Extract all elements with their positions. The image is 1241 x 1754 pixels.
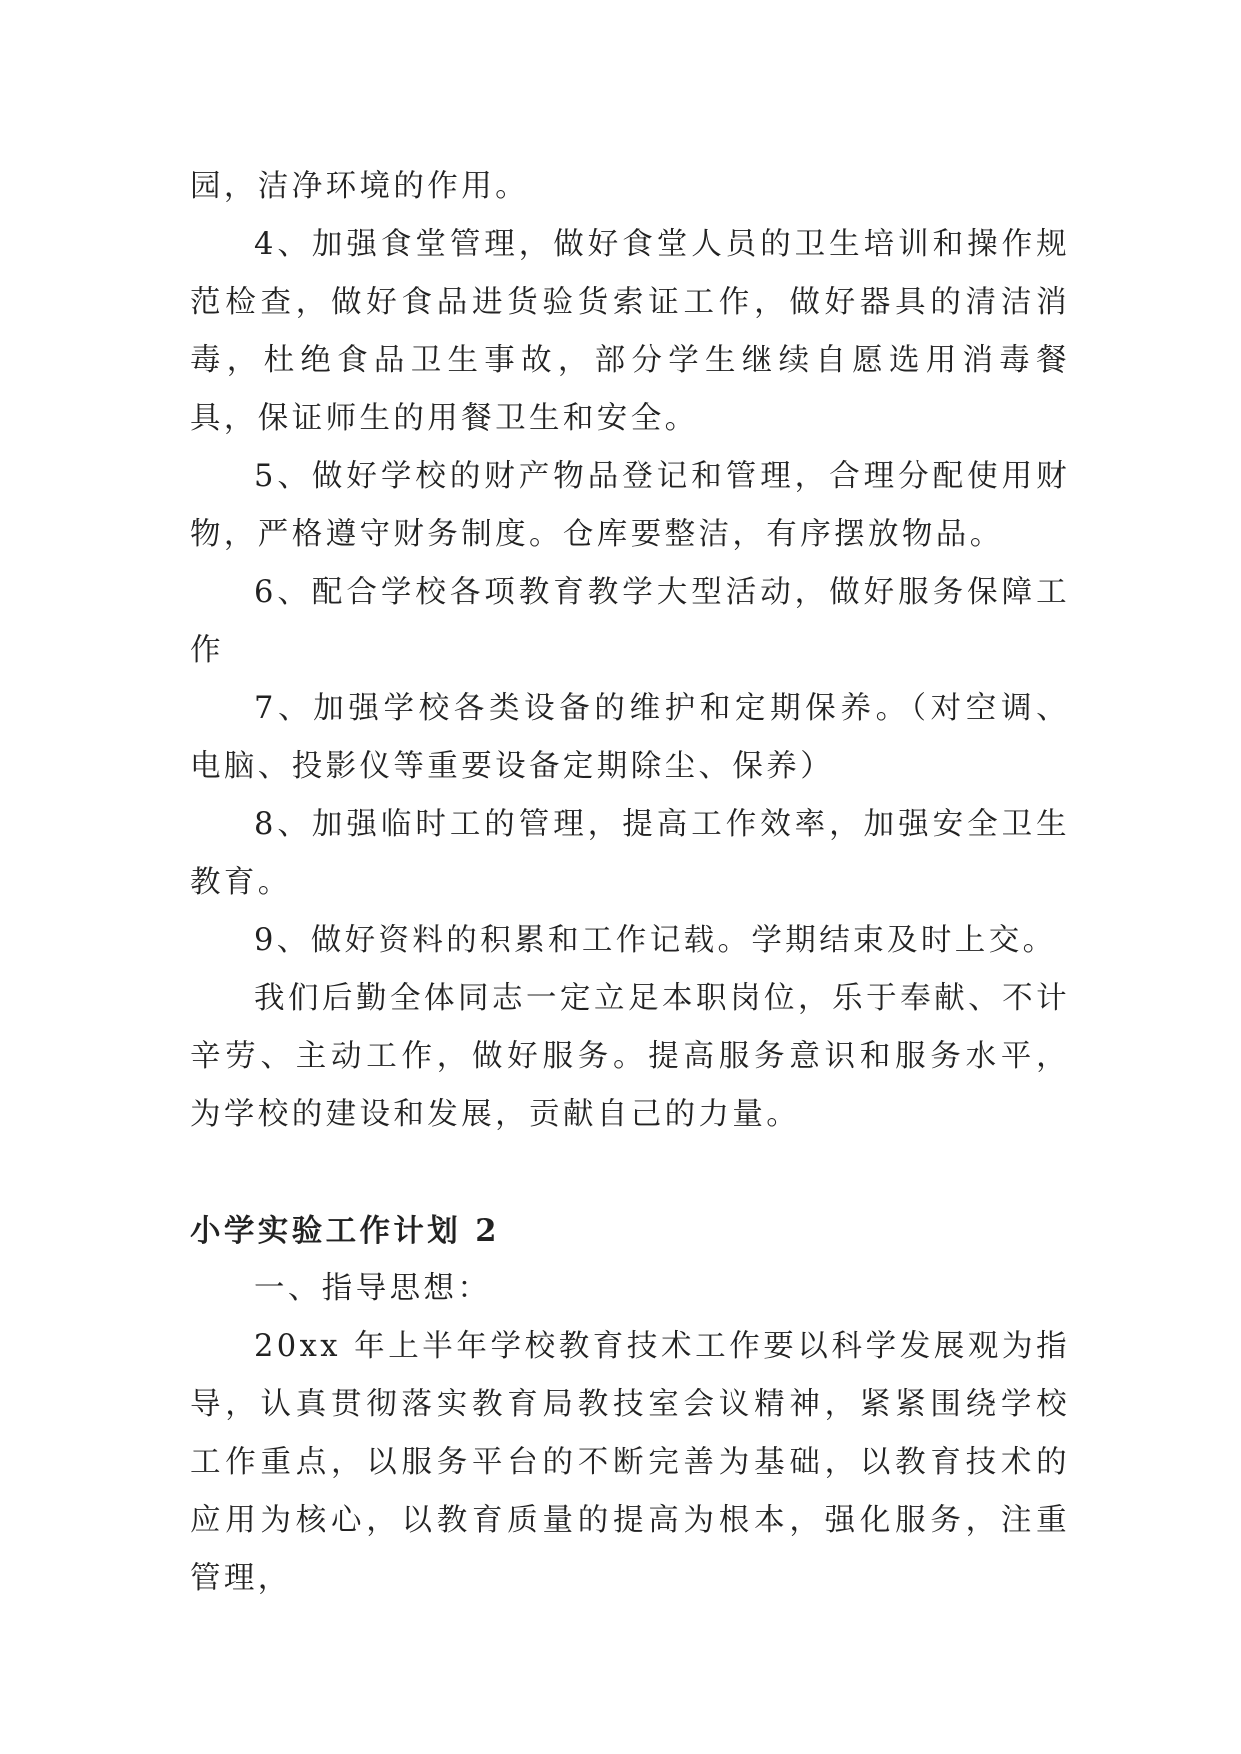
paragraph-guiding-body: 20xx 年上半年学校教育技术工作要以科学发展观为指导，认真贯彻落实教育局教技室会议精神，紧紧围绕学校工作重点，以服务平台的不断完善为基础，以教育技术的应用为核心，以教育质量的提高为根本，强化服务，注重管理， bbox=[190, 1329, 1070, 1596]
paragraph-item-8: 8、加强临时工的管理，提高工作效率，加强安全卫生教育。 bbox=[190, 807, 1070, 900]
paragraph-continuation: 园，洁净环境的作用。 bbox=[190, 169, 529, 204]
paragraph-closing: 我们后勤全体同志一定立足本职岗位，乐于奉献、不计辛劳、主动工作，做好服务。提高服务意识和服务水平，为学校的建设和发展，贡献自己的力量。 bbox=[190, 981, 1070, 1132]
paragraph-item-5: 5、做好学校的财产物品登记和管理，合理分配使用财物，严格遵守财务制度。仓库要整洁，有序摆放物品。 bbox=[190, 459, 1070, 552]
document-body bbox=[190, 158, 1070, 1608]
paragraph-item-6: 6、配合学校各项教育教学大型活动，做好服务保障工作 bbox=[190, 575, 1070, 668]
paragraph-item-7: 7、加强学校各类设备的维护和定期保养。（对空调、电脑、投影仪等重要设备定期除尘、保养） bbox=[190, 691, 1070, 784]
section-title: 小学实验工作计划 2 bbox=[190, 1213, 500, 1249]
paragraph-item-9: 9、做好资料的积累和工作记载。学期结束及时上交。 bbox=[254, 923, 1057, 958]
paragraph-guiding-heading: 一、指导思想： bbox=[254, 1271, 492, 1306]
paragraph-item-4: 4、加强食堂管理，做好食堂人员的卫生培训和操作规范检查，做好食品进货验货索证工作，做好器具的清洁消毒，杜绝食品卫生事故，部分学生继续自愿选用消毒餐具，保证师生的用餐卫生和安全。 bbox=[190, 227, 1070, 436]
